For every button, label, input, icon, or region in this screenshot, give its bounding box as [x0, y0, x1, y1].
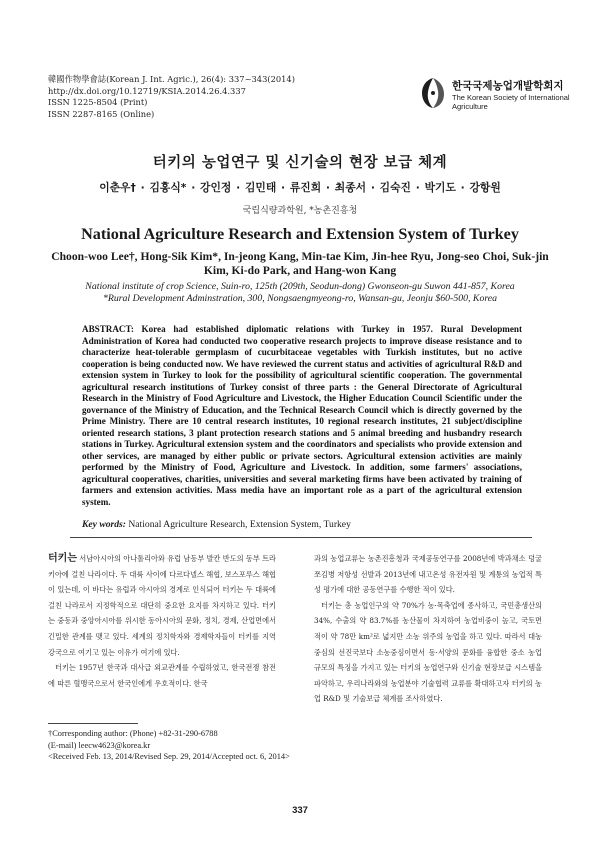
english-title: National Agriculture Research and Extension System of Turkey: [81, 225, 519, 243]
keywords-label: Key words:: [82, 519, 126, 530]
society-emblem-icon: [418, 76, 448, 110]
keywords-list: National Agriculture Research, Extension System, Turkey: [128, 519, 351, 530]
abstract: ABSTRACT: Korea had established diplomatic relations with Turkey in 1957. Rural Development Administration of Korea had conducted two cooperative research projects to improve disease resistance and to characterize heat-tolerable germplasm of cucurbitaceae vegetables with Turkish institutes, but no active cooperation is being conducted now. We have reviewed the current status and activities of agricultural R&D and extension system in Turkey to look for the possibility of agricultural scientific cooperation. The governmental agricultural research institutions of Turkey consist of three parts : the General Directorate of Agricultural Research in the Ministry of Food Agriculture and Livestock, the Higher Education Council Scientific under the governance of the Ministry of Education, and the Technical Research Council which is directly governed by the Prime Ministry. There are 10 central research institutes, 10 regional research institutes, 21 subject/discipline oriented research stations, 3 plant protection research stations and 5 animal breeding and husbandry research stations in Turkey. Agricultural extension system and the coordinators and specialists who provide extension and other services, are managed by either public or private sectors. Agricultural extension activities are mainly performed by the Ministry of Food, Agriculture and Livestock. In addition, some farmers' associations, agricultural cooperatives, charities, universities and several marketing firms have been activated by training of farmers and extension activities. Mass media have an important role as a part of the agricultural extension system.: [82, 324, 522, 507]
intro-paragraph-1-text: 서남아시아의 아나톨리아와 유럽 남동부 발칸 반도의 동부 트라키아에 걸친 나라이다. 두 대륙 사이에 다르다넬스 해협, 보스포루스 해협이 있는데, 이 바다는 유럽과 아시아의 경계로 인식되어 터키는 두 대륙에 걸친 나라로서 지정학적으로 대단히 중요한 요지를 차지하고 있다. 터키는 중동과 중앙아시아를 위시한 동아시아의 문화, 정치, 경제, 산업면에서 긴밀한 관계를 맺고 있다. 세계의 정치학자와 경제학자들이 터키를 지역 강국으로 여기고 있는 이유가 여기에 있다.: [48, 554, 276, 657]
intro-paragraph-1: [48, 551, 276, 660]
footnote: [48, 728, 288, 763]
doi-link[interactable]: http://dx.doi.org/10.12719/KSIA.2014.26.4.337: [48, 85, 246, 96]
lead-word: 터키는: [48, 553, 77, 564]
korean-title: 터키의 농업연구 및 신기술의 현장 보급 체계: [152, 155, 448, 171]
affiliation-line-2: *Rural Development Adminstration, 300, Nongsaengmyeong-ro, Wansan-gu, Jeonju $60-500, Korea: [102, 293, 498, 304]
footnote-divider: [48, 723, 138, 724]
body-column-left: [48, 551, 276, 691]
intro-paragraph-3: 과의 농업교류는 농촌진흥청과 국제공동연구를 2008년에 박과채소 덩굴쪼김병 저항성 선발과 2013년에 내고온성 유전자원 및 계통의 농업적 특성 평가에 대한 공동연구를 수행한 적이 있다.: [314, 554, 542, 595]
korean-affiliation: 국립식량과학원, *농촌진흥청: [242, 206, 358, 216]
page-number: 337: [292, 805, 308, 816]
corresponding-author: †Corresponding author: (Phone) +82-31-290-6788: [48, 729, 218, 738]
society-name-english: The Korean Society of International Agriculture: [452, 93, 570, 111]
affiliation-line-1: National institute of crop Science, Suin-ro, 125th (209th, Seodun-dong) Gwonseon-gu Suwon 441-857, Korea: [85, 281, 515, 292]
journal-info: [48, 74, 295, 120]
intro-paragraph-4: 터키는 총 농업인구의 약 70%가 농·목축업에 종사하고, 국민총생산의 34%, 수출의 약 83.7%를 농산물이 차지하여 농업비중이 높고, 국토면적이 약 78만 km²로 넓지만 소농 위주의 농업을 하고 있다. 따라서 대농 중심의 선진국보다 소농중심이면서 동·서양의 문화를 융합한 중소 농업 규모의 특징을 가지고 있는 터키의 농업연구와 신기술 현장보급 시스템을 파악하고, 우리나라와의 농업분야 기술협력 교류를 확대하고자 터키의 농업 R&D 및 기술보급 체계를 조사하였다.: [314, 600, 542, 704]
received-dates: <Received Feb. 13, 2014/Revised Sep. 29, 2014/Accepted oct. 6, 2014>: [48, 752, 290, 762]
keywords: [82, 519, 522, 530]
journal-citation: 韓國作物學會誌(Korean J. Int. Agric.), 26(4): 337~343(2014): [48, 74, 295, 84]
issn-print: ISSN 1225-8504 (Print): [48, 97, 148, 108]
issn-online: ISSN 2287-8165 (Online): [48, 108, 155, 119]
corresponding-email[interactable]: (E-mail) leecw4623@korea.kr: [48, 740, 151, 750]
intro-paragraph-2: 터키는 1957년 한국과 대사급 외교관계를 수립하였고, 한국전쟁 참전에 따른 혈맹국으로서 한국인에게 우호적이다. 한국: [48, 663, 276, 688]
english-affiliation: [48, 281, 552, 305]
section-divider: [70, 537, 532, 538]
society-header: [418, 76, 568, 116]
korean-authors: 이춘우† · 김홍식* · 강인정 · 김민태 · 류진희 · 최종서 · 김숙진 · 박기도 · 강항원: [99, 181, 501, 194]
society-name-korean: 한국국제농업개발학회지: [452, 80, 564, 92]
english-authors: Choon-woo Lee†, Hong-Sik Kim*, In-jeong Kang, Min-tae Kim, Jin-hee Ryu, Jong-seo Choi, Suk-jin Kim, Ki-do Park, and Hang-won Kang: [51, 250, 549, 277]
body-column-right: [314, 551, 542, 707]
